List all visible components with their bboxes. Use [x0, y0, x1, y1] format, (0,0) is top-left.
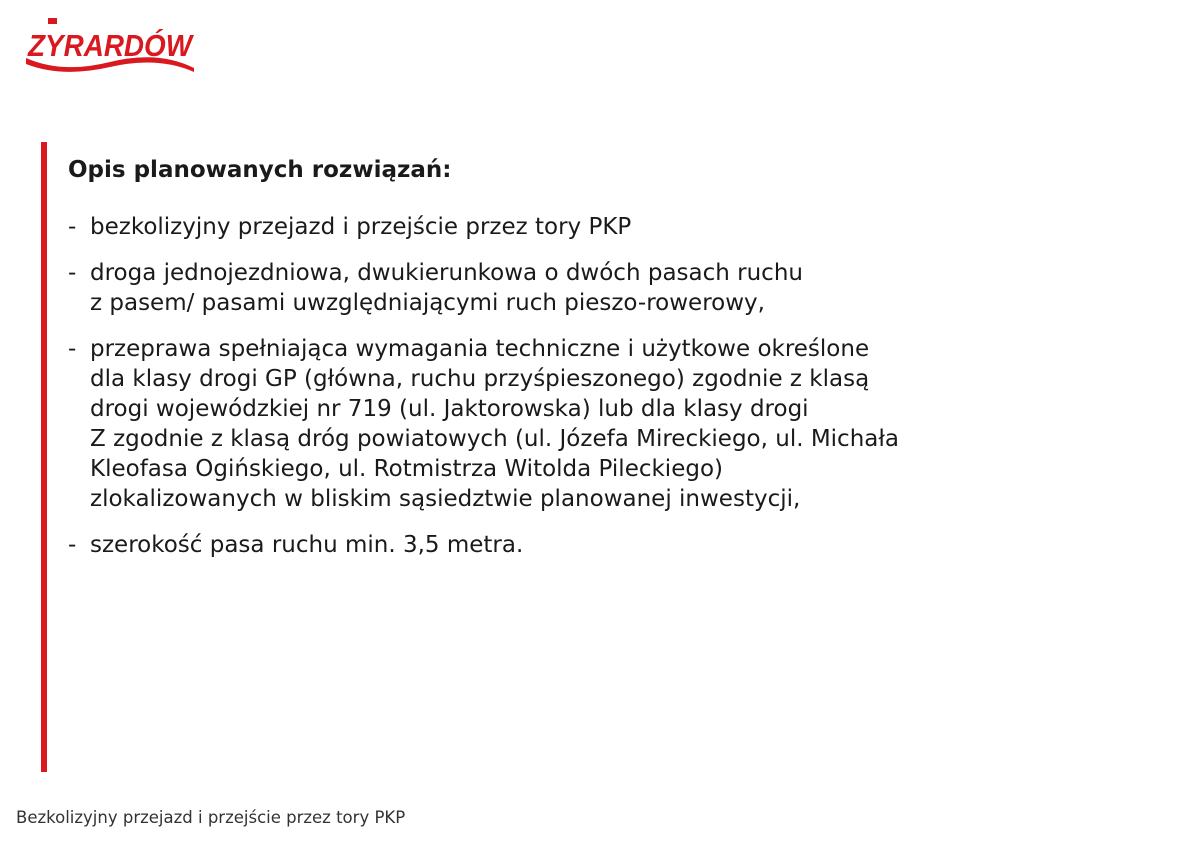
list-item [68, 212, 1148, 242]
list-item [68, 334, 1148, 514]
list-item-text: przeprawa spełniająca wymagania techniczne i użytkowe określone dla klasy drogi GP (główna, ruchu przyśpieszonego) zgodnie z klasą drogi wojewódzkiej nr 719 (ul. Jaktorowska) lub dla klasy drogi Z zgodnie z klasą dróg powiatowych (ul. Józefa Mireckiego, ul. Michała Kleofasa Ogińskiego, ul. Rotmistrza Witolda Pileckiego) zlokalizowanych w bliskim sąsiedztwie planowanej inwestycji, [90, 336, 900, 512]
list-dash: - [68, 260, 77, 286]
list-item-text: szerokość pasa ruchu min. 3,5 metra. [90, 532, 524, 558]
list-item-text: droga jednojezdniowa, dwukierunkowa o dwóch pasach ruchu z pasem/ pasami uwzględniającymi ruch pieszo-rowerowy, [90, 260, 803, 316]
solutions-list [68, 212, 1148, 560]
logo-wordmark: ZYRARDÓW [27, 28, 195, 63]
logo-dot [48, 18, 57, 24]
list-dash: - [68, 336, 77, 362]
zyrardow-logo [22, 14, 198, 74]
content-block [68, 150, 1148, 576]
list-item [68, 530, 1148, 560]
list-item [68, 258, 1148, 318]
list-dash: - [68, 214, 77, 240]
accent-bar [41, 142, 47, 772]
image-caption: Bezkolizyjny przejazd i przejście przez tory PKP [16, 808, 406, 827]
list-item-text: bezkolizyjny przejazd i przejście przez tory PKP [90, 214, 632, 240]
logo-graphic [22, 14, 198, 74]
list-dash: - [68, 532, 77, 558]
section-heading: Opis planowanych rozwiązań: [68, 157, 452, 183]
